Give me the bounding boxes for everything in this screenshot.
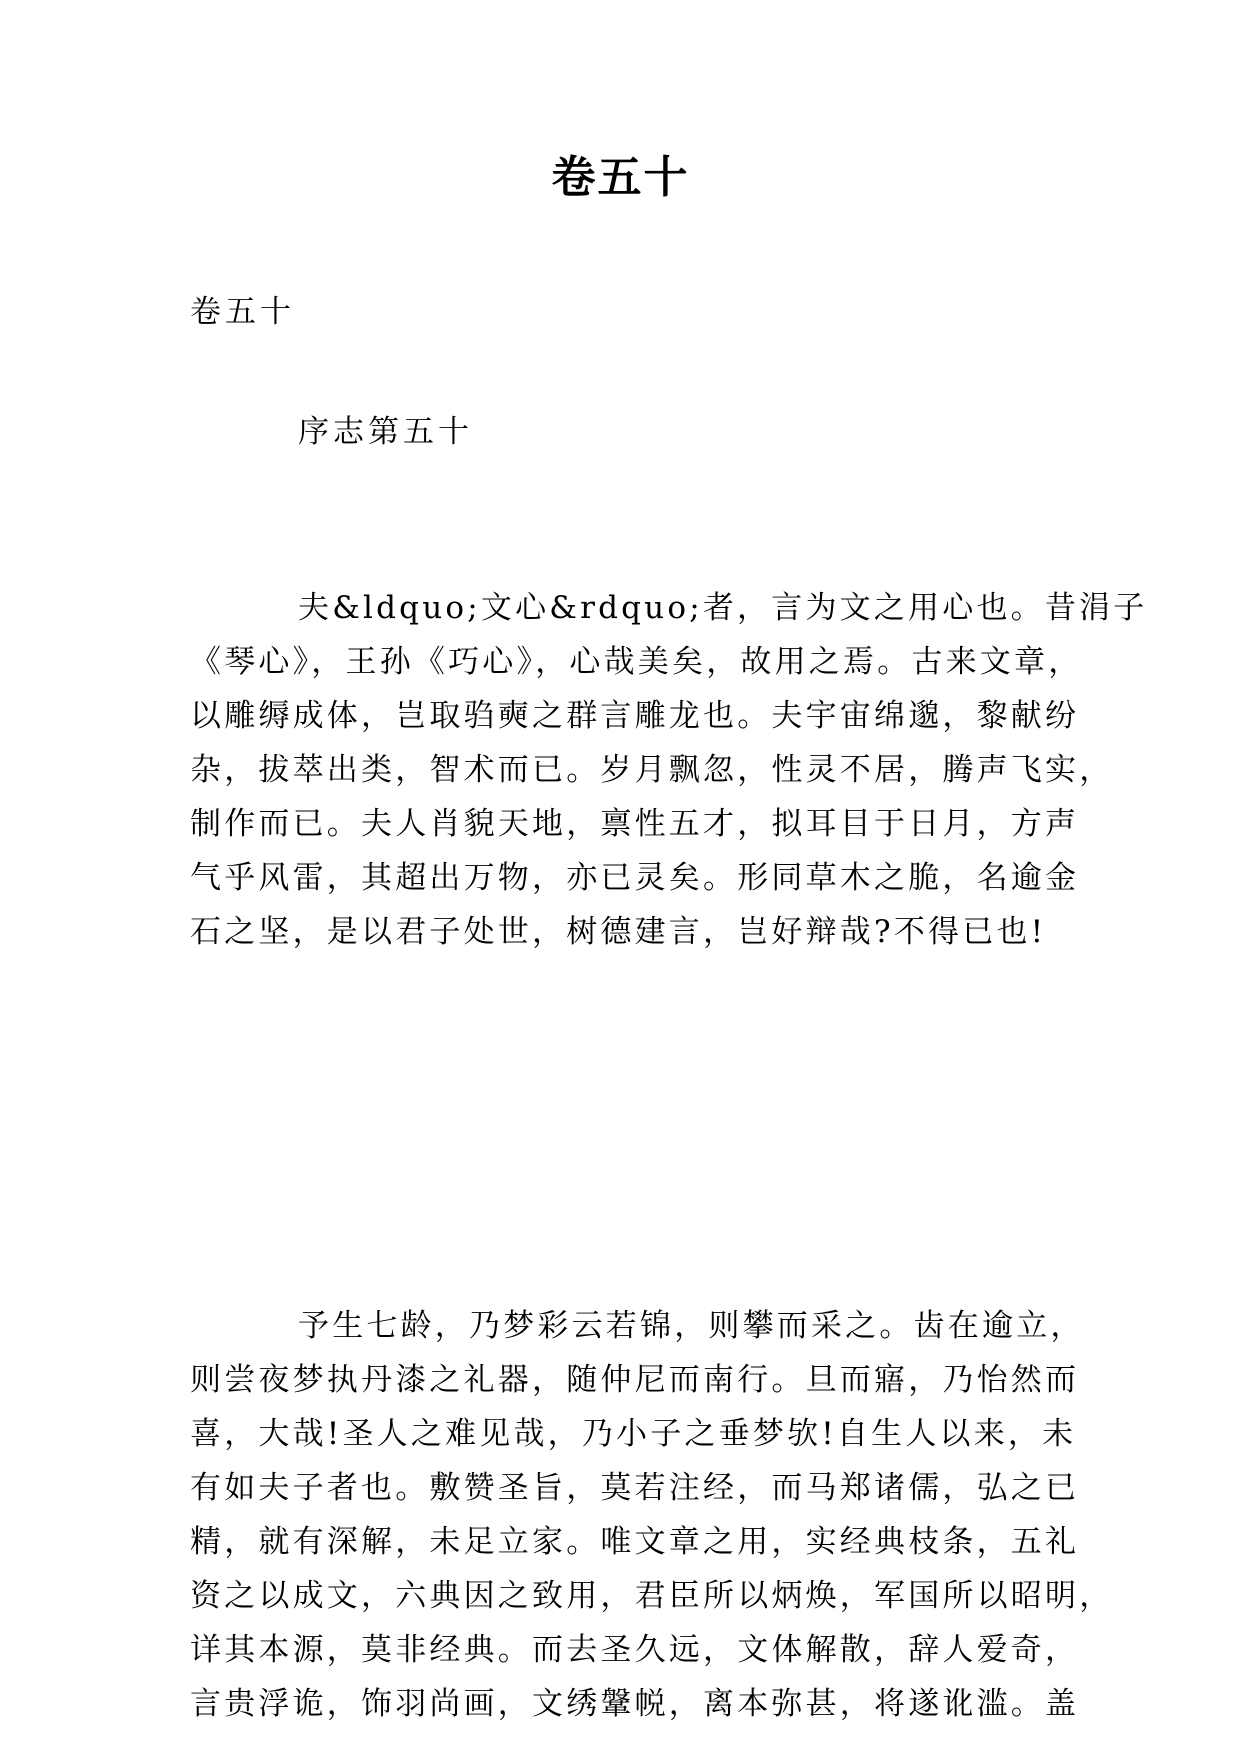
paragraph-line: 《琴心》，王孙《巧心》，心哉美矣，故用之焉。古来文章，	[190, 644, 1083, 680]
paragraph-line: 则尝夜梦执丹漆之礼器，随仲尼而南行。旦而寤，乃怡然而	[190, 1362, 1080, 1398]
paragraph-2	[190, 1299, 1114, 1731]
paragraph-line: 有如夫子者也。敷赞圣旨，莫若注经，而马郑诸儒，弘之已	[190, 1470, 1080, 1506]
paragraph-line: 石之坚，是以君子处世，树德建言，岂好辩哉?不得已也!	[190, 914, 1047, 950]
paragraph-line: 喜，大哉!圣人之难见哉，乃小子之垂梦欤!自生人以来，未	[190, 1416, 1077, 1452]
paragraph-line: 言贵浮诡，饰羽尚画，文绣鞶帨，离本弥甚，将遂讹滥。盖	[190, 1686, 1080, 1722]
paragraph-line: 制作而已。夫人肖貌天地，禀性五才，拟耳目于日月，方声	[190, 806, 1080, 842]
paragraph-line: 予生七龄，乃梦彩云若锦，则攀而采之。齿在逾立，	[298, 1308, 1085, 1344]
section-heading: 序志第五十	[298, 414, 473, 450]
paragraph-line: 资之以成文，六典因之致用，君臣所以炳焕，军国所以昭明，	[190, 1578, 1114, 1614]
paragraph-line: 精，就有深解，未足立家。唯文章之用，实经典枝条，五礼	[190, 1524, 1080, 1560]
paragraph-line: 夫&ldquo;文心&rdquo;者，言为文之用心也。昔涓子	[298, 590, 1148, 626]
paragraph-line: 杂，拔萃出类，智术而已。岁月飘忽，性灵不居，腾声飞实，	[190, 752, 1114, 788]
volume-label: 卷五十	[190, 294, 295, 330]
document-title: 卷五十	[551, 152, 690, 203]
paragraph-line: 以雕缛成体，岂取驺奭之群言雕龙也。夫宇宙绵邈，黎献纷	[190, 698, 1080, 734]
paragraph-1	[190, 581, 1148, 959]
paragraph-line: 详其本源，莫非经典。而去圣久远，文体解散，辞人爱奇，	[190, 1632, 1080, 1668]
paragraph-line: 气乎风雷，其超出万物，亦已灵矣。形同草木之脆，名逾金	[190, 860, 1080, 896]
